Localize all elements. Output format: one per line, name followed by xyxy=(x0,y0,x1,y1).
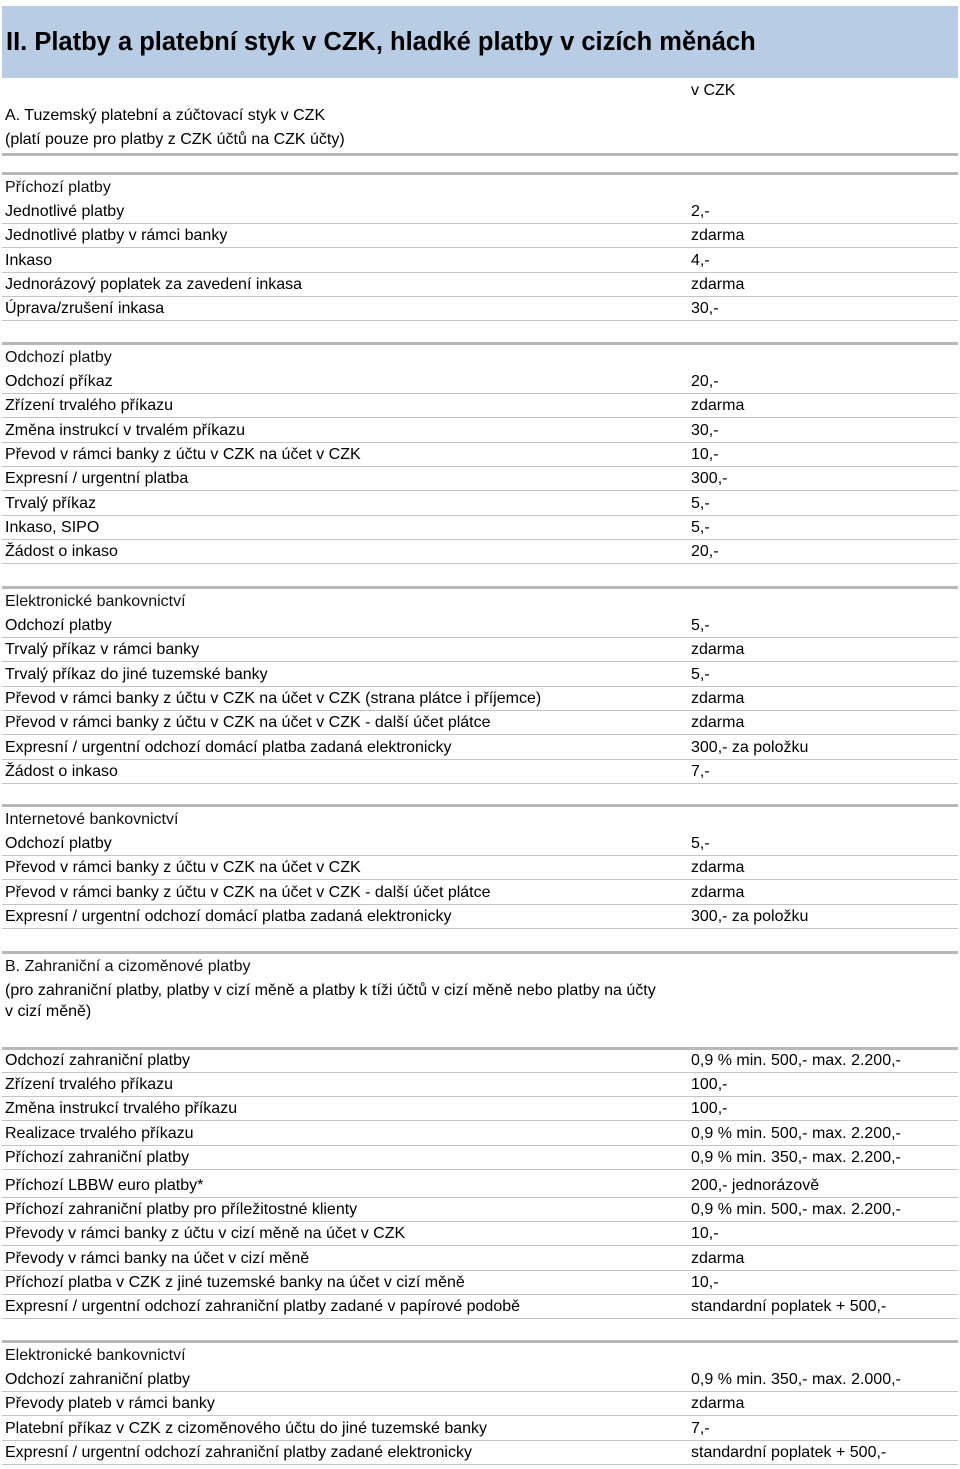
page-title: II. Platby a platební styk v CZK, hladké platby v cizích měnách xyxy=(2,6,958,78)
section-divider xyxy=(2,951,958,954)
row-divider xyxy=(2,296,958,297)
row-value: 20,- xyxy=(691,543,719,560)
section-divider xyxy=(2,804,958,807)
row-divider xyxy=(2,272,958,273)
row-label: Změna instrukcí v trvalém příkazu xyxy=(5,422,246,439)
row-divider xyxy=(2,1221,958,1222)
section-b-note-line1: (pro zahraniční platby, platby v cizí měně a platby k tíži účtů v cizí měně nebo platby na účty xyxy=(5,982,656,999)
row-value: 20,- xyxy=(691,373,719,390)
row-label: Expresní / urgentní odchozí domácí platba zadaná elektronicky xyxy=(5,739,452,756)
row-divider xyxy=(2,1120,958,1121)
row-value: zdarma xyxy=(691,1395,745,1412)
row-value: 100,- xyxy=(691,1100,728,1117)
row-divider xyxy=(2,247,958,248)
row-value: zdarma xyxy=(691,859,745,876)
row-divider xyxy=(2,1318,958,1319)
row-label: Odchozí zahraniční platby xyxy=(5,1371,190,1388)
row-divider xyxy=(2,1391,958,1392)
row-label: Převod v rámci banky z účtu v CZK na účet v CZK - další účet plátce xyxy=(5,714,491,731)
section-divider xyxy=(2,172,958,175)
row-value: 30,- xyxy=(691,422,719,439)
row-value: 0,9 % min. 500,- max. 2.200,- xyxy=(691,1201,901,1218)
section-divider xyxy=(2,153,958,156)
row-divider xyxy=(2,1072,958,1073)
row-value: 7,- xyxy=(691,763,710,780)
row-value: zdarma xyxy=(691,714,745,731)
row-divider xyxy=(2,759,958,760)
row-label: Převod v rámci banky z účtu v CZK na účet v CZK xyxy=(5,859,361,876)
row-label: Expresní / urgentní odchozí domácí platba zadaná elektronicky xyxy=(5,908,452,925)
row-label: Převody v rámci banky z účtu v cizí měně na účet v CZK xyxy=(5,1225,406,1242)
row-value: 0,9 % min. 350,- max. 2.000,- xyxy=(691,1371,901,1388)
row-divider xyxy=(2,466,958,467)
row-value: zdarma xyxy=(691,641,745,658)
row-divider xyxy=(2,1440,958,1441)
row-divider xyxy=(2,393,958,394)
currency-header: v CZK xyxy=(691,82,736,99)
row-value: standardní poplatek + 500,- xyxy=(691,1298,887,1315)
section-b-heading: B. Zahraniční a cizoměnové platby xyxy=(5,958,251,975)
row-value: 0,9 % min. 500,- max. 2.200,- xyxy=(691,1052,901,1069)
section-a-subheading: (platí pouze pro platby z CZK účtů na CZK účty) xyxy=(5,131,345,148)
row-divider xyxy=(2,734,958,735)
row-value: 7,- xyxy=(691,1420,710,1437)
row-divider xyxy=(2,1197,958,1198)
row-value: 0,9 % min. 500,- max. 2.200,- xyxy=(691,1125,901,1142)
row-value: 300,- za položku xyxy=(691,908,809,925)
row-divider xyxy=(2,320,958,321)
row-label: Příchozí platba v CZK z jiné tuzemské banky na účet v cizí měně xyxy=(5,1274,465,1291)
row-divider xyxy=(2,515,958,516)
section-divider xyxy=(2,1340,958,1343)
row-divider xyxy=(2,1245,958,1246)
row-divider xyxy=(2,1270,958,1271)
section-a-heading: A. Tuzemský platební a zúčtovací styk v CZK xyxy=(5,107,326,124)
row-value: 5,- xyxy=(691,495,710,512)
row-label: Expresní / urgentní odchozí zahraniční platby zadané elektronicky xyxy=(5,1444,472,1461)
row-label: Převody plateb v rámci banky xyxy=(5,1395,215,1412)
row-divider xyxy=(2,563,958,564)
row-label: Příchozí zahraniční platby xyxy=(5,1149,190,1166)
row-label: Expresní / urgentní platba xyxy=(5,470,189,487)
row-label: Odchozí zahraniční platby xyxy=(5,1052,190,1069)
row-divider xyxy=(2,855,958,856)
internetove-heading: Internetové bankovnictví xyxy=(5,811,179,828)
row-value: 0,9 % min. 350,- max. 2.200,- xyxy=(691,1149,901,1166)
row-label: Zřízení trvalého příkazu xyxy=(5,397,174,414)
row-value: 10,- xyxy=(691,1225,719,1242)
row-value: 2,- xyxy=(691,203,710,220)
row-value: 100,- xyxy=(691,1076,728,1093)
row-divider xyxy=(2,879,958,880)
row-divider xyxy=(2,637,958,638)
row-value: zdarma xyxy=(691,227,745,244)
row-divider xyxy=(2,1415,958,1416)
row-label: Změna instrukcí trvalého příkazu xyxy=(5,1100,238,1117)
row-label: Odchozí platby xyxy=(5,617,112,634)
row-divider xyxy=(2,686,958,687)
row-divider xyxy=(2,490,958,491)
row-divider xyxy=(2,1096,958,1097)
row-divider xyxy=(2,661,958,662)
prichozi-heading: Příchozí platby xyxy=(5,179,111,196)
row-label: Jednorázový poplatek za zavedení inkasa xyxy=(5,276,303,293)
row-value: zdarma xyxy=(691,690,745,707)
row-divider xyxy=(2,223,958,224)
row-label: Žádost o inkaso xyxy=(5,543,118,560)
section-divider xyxy=(2,342,958,345)
row-value: zdarma xyxy=(691,276,745,293)
row-label: Jednotlivé platby v rámci banky xyxy=(5,227,228,244)
row-value: 30,- xyxy=(691,300,719,317)
row-value: 10,- xyxy=(691,1274,719,1291)
row-divider xyxy=(2,1145,958,1146)
section-b-note-line2: v cizí měně) xyxy=(5,1003,92,1020)
row-divider xyxy=(2,1169,958,1170)
row-label: Expresní / urgentní odchozí zahraniční platby zadané v papírové podobě xyxy=(5,1298,521,1315)
row-label: Inkaso xyxy=(5,252,53,269)
row-divider xyxy=(2,783,958,784)
row-label: Převod v rámci banky z účtu v CZK na účet v CZK - další účet plátce xyxy=(5,884,491,901)
row-value: 200,- jednorázově xyxy=(691,1177,820,1194)
row-value: 5,- xyxy=(691,617,710,634)
row-label: Příchozí zahraniční platby pro příležitostné klienty xyxy=(5,1201,358,1218)
row-divider xyxy=(2,1464,958,1465)
row-label: Inkaso, SIPO xyxy=(5,519,100,536)
row-value: 4,- xyxy=(691,252,710,269)
elektronicke-b-heading: Elektronické bankovnictví xyxy=(5,1347,186,1364)
row-divider xyxy=(2,417,958,418)
row-label: Odchozí platby xyxy=(5,835,112,852)
row-divider xyxy=(2,928,958,929)
row-divider xyxy=(2,904,958,905)
row-label: Převod v rámci banky z účtu v CZK na účet v CZK (strana plátce i příjemce) xyxy=(5,690,542,707)
row-divider xyxy=(2,1294,958,1295)
row-value: zdarma xyxy=(691,397,745,414)
row-value: 300,- xyxy=(691,470,728,487)
row-value: standardní poplatek + 500,- xyxy=(691,1444,887,1461)
row-label: Převod v rámci banky z účtu v CZK na účet v CZK xyxy=(5,446,361,463)
row-value: 5,- xyxy=(691,519,710,536)
row-label: Trvalý příkaz do jiné tuzemské banky xyxy=(5,666,268,683)
section-divider xyxy=(2,1047,958,1050)
row-label: Trvalý příkaz xyxy=(5,495,96,512)
row-value: zdarma xyxy=(691,1250,745,1267)
elektronicke-a-heading: Elektronické bankovnictví xyxy=(5,593,186,610)
row-value: 5,- xyxy=(691,835,710,852)
row-label: Zřízení trvalého příkazu xyxy=(5,1076,174,1093)
row-label: Realizace trvalého příkazu xyxy=(5,1125,194,1142)
row-divider xyxy=(2,710,958,711)
row-label: Trvalý příkaz v rámci banky xyxy=(5,641,200,658)
row-divider xyxy=(2,442,958,443)
row-label: Platební příkaz v CZK z cizoměnového účtu do jiné tuzemské banky xyxy=(5,1420,488,1437)
row-value: 10,- xyxy=(691,446,719,463)
row-value: zdarma xyxy=(691,884,745,901)
row-label: Příchozí LBBW euro platby* xyxy=(5,1177,204,1194)
row-value: 5,- xyxy=(691,666,710,683)
odchozi-heading: Odchozí platby xyxy=(5,349,112,366)
row-value: 300,- za položku xyxy=(691,739,809,756)
row-label: Žádost o inkaso xyxy=(5,763,118,780)
row-divider xyxy=(2,539,958,540)
section-divider xyxy=(2,586,958,589)
row-label: Odchozí příkaz xyxy=(5,373,113,390)
row-label: Převody v rámci banky na účet v cizí měně xyxy=(5,1250,310,1267)
row-label: Úprava/zrušení inkasa xyxy=(5,300,165,317)
row-label: Jednotlivé platby xyxy=(5,203,125,220)
